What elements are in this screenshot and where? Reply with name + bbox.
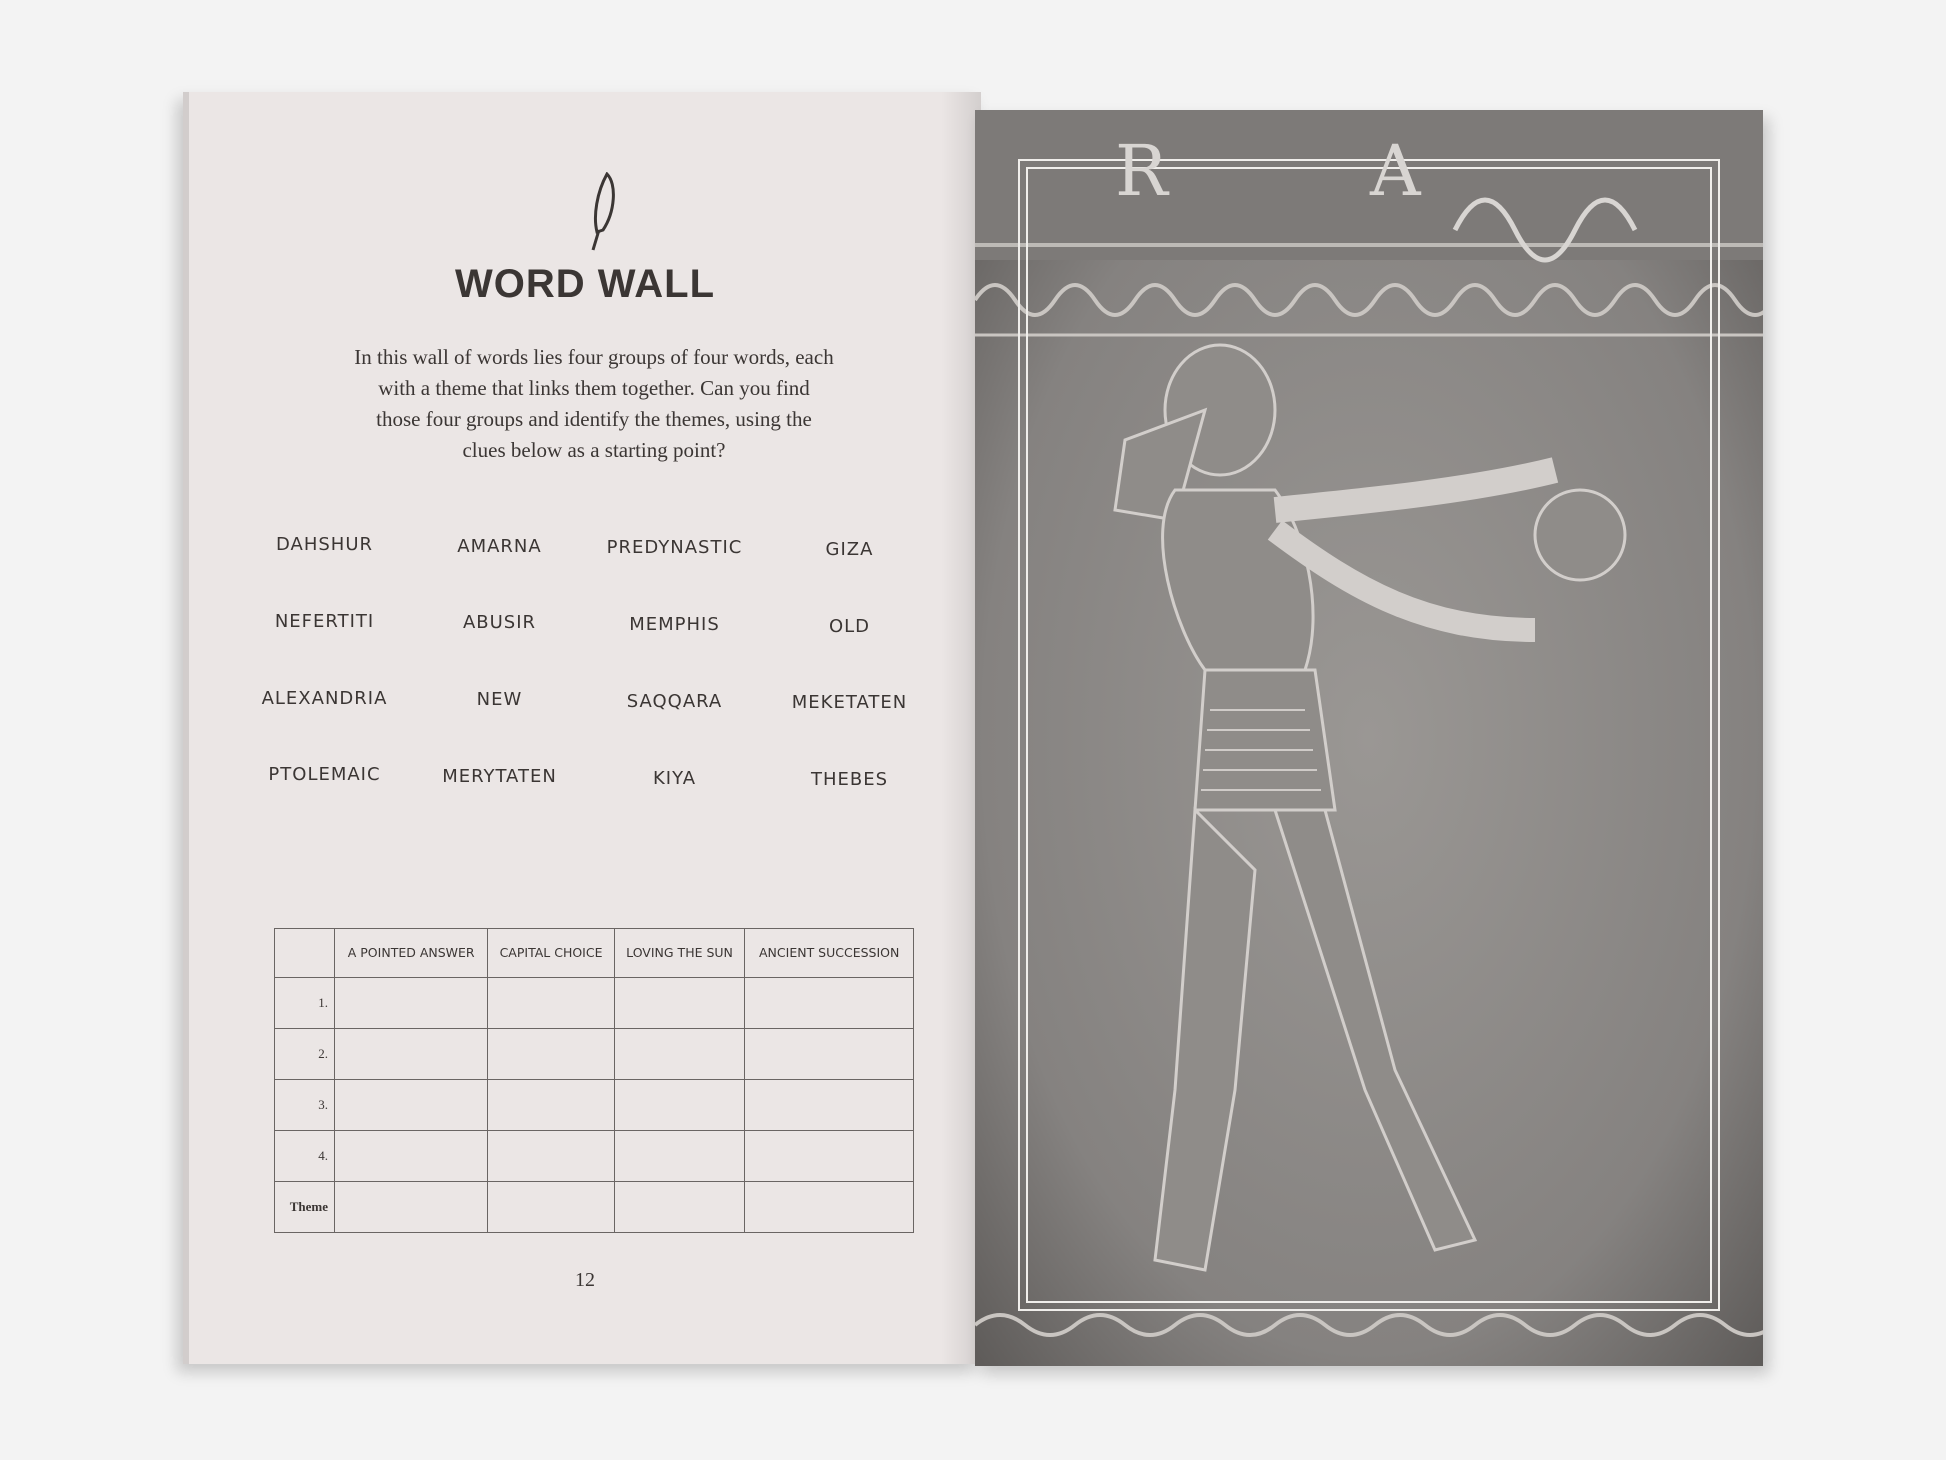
answer-cell[interactable] bbox=[488, 1029, 614, 1080]
word-item: MEMPHIS bbox=[629, 614, 720, 635]
table-header: LOVING THE SUN bbox=[614, 929, 745, 978]
answer-cell[interactable] bbox=[335, 1080, 488, 1131]
open-book bbox=[183, 92, 1763, 1372]
word-item: MEKETATEN bbox=[791, 692, 908, 713]
table-row bbox=[275, 978, 914, 1029]
answer-table bbox=[274, 928, 914, 1233]
table-header: A POINTED ANSWER bbox=[335, 929, 488, 978]
word-item: SAQQARA bbox=[626, 691, 723, 712]
word-item: ALEXANDRIA bbox=[261, 688, 388, 709]
word-item: NEFERTITI bbox=[274, 611, 375, 632]
row-label: 1. bbox=[275, 978, 335, 1029]
page-title: WORD WALL bbox=[454, 262, 716, 306]
word-item: ABUSIR bbox=[462, 612, 537, 633]
word-item: OLD bbox=[828, 616, 871, 637]
table-corner-cell bbox=[275, 929, 335, 978]
word-item: PTOLEMAIC bbox=[268, 764, 381, 785]
answer-cell[interactable] bbox=[614, 1131, 745, 1182]
answer-cell[interactable] bbox=[745, 1029, 914, 1080]
intro-paragraph: In this wall of words lies four groups of four words, each with a theme that links them together. Can you find those four groups and identify the themes, using the clues below as a starting point? bbox=[354, 345, 834, 462]
answer-cell[interactable] bbox=[335, 1029, 488, 1080]
answer-cell[interactable] bbox=[614, 978, 745, 1029]
word-item: AMARNA bbox=[457, 536, 542, 557]
theme-cell[interactable] bbox=[488, 1182, 614, 1233]
answer-cell[interactable] bbox=[745, 978, 914, 1029]
word-item: MERYTATEN bbox=[442, 766, 557, 787]
answer-cell[interactable] bbox=[614, 1080, 745, 1131]
answer-cell[interactable] bbox=[335, 978, 488, 1029]
word-item: PREDYNASTIC bbox=[606, 537, 743, 558]
answer-cell[interactable] bbox=[488, 1131, 614, 1182]
row-label: 2. bbox=[275, 1029, 335, 1080]
answer-cell[interactable] bbox=[488, 1080, 614, 1131]
right-page bbox=[975, 110, 1763, 1366]
egyptian-relief-image bbox=[975, 110, 1763, 1366]
answer-cell[interactable] bbox=[335, 1131, 488, 1182]
table-row bbox=[275, 1182, 914, 1233]
word-wall bbox=[237, 534, 937, 844]
answer-cell[interactable] bbox=[745, 1080, 914, 1131]
theme-cell[interactable] bbox=[745, 1182, 914, 1233]
word-item: KIYA bbox=[652, 768, 697, 789]
answer-cell[interactable] bbox=[614, 1029, 745, 1080]
row-label: 3. bbox=[275, 1080, 335, 1131]
table-row bbox=[275, 1029, 914, 1080]
answer-cell[interactable] bbox=[745, 1131, 914, 1182]
left-page bbox=[183, 92, 981, 1364]
word-item: NEW bbox=[476, 689, 523, 710]
table-row bbox=[275, 1131, 914, 1182]
row-label: Theme bbox=[275, 1182, 335, 1233]
carved-inscription: R A bbox=[1115, 130, 1511, 212]
word-item: DAHSHUR bbox=[275, 534, 374, 555]
theme-cell[interactable] bbox=[335, 1182, 488, 1233]
table-header-row bbox=[275, 929, 914, 978]
row-label: 4. bbox=[275, 1131, 335, 1182]
table-row bbox=[275, 1080, 914, 1131]
page-number: 12 bbox=[575, 1269, 595, 1291]
table-header: ANCIENT SUCCESSION bbox=[745, 929, 914, 978]
quill-icon bbox=[587, 172, 621, 252]
word-item: THEBES bbox=[810, 769, 889, 790]
word-item: GIZA bbox=[825, 539, 874, 560]
theme-cell[interactable] bbox=[614, 1182, 745, 1233]
answer-cell[interactable] bbox=[488, 978, 614, 1029]
table-header: CAPITAL CHOICE bbox=[488, 929, 614, 978]
